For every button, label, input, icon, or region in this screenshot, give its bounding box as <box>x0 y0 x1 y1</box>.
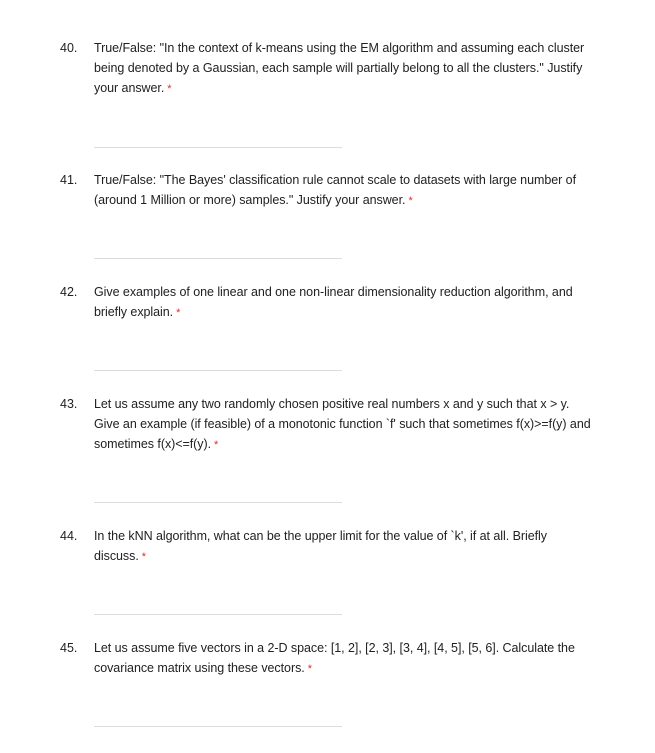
question-text: True/False: "In the context of k-means using the EM algorithm and assuming each cluster being denoted by a Gaussian, each sample will partially belong to all the clusters." Justify your answer. * <box>94 41 585 95</box>
required-asterisk: * <box>167 83 172 95</box>
answer-input[interactable] <box>94 346 342 371</box>
required-asterisk: * <box>141 551 146 563</box>
answer-input[interactable] <box>94 590 342 615</box>
answer-input[interactable] <box>94 234 342 259</box>
question-number: 43. <box>60 397 78 411</box>
answer-input[interactable] <box>94 702 342 727</box>
question-number: 44. <box>60 529 78 543</box>
required-asterisk: * <box>408 195 413 207</box>
question-number: 42. <box>60 285 78 299</box>
question-text: Let us assume any two randomly chosen positive real numbers x and y such that x > y. Give an example (if feasible) of a monotonic function `f' such that sometimes f(x)>=f(y) and sometimes f(x)<=f(y). * <box>94 397 591 451</box>
question-number: 41. <box>60 173 78 187</box>
question-number: 40. <box>60 41 78 55</box>
answer-input[interactable] <box>94 123 342 148</box>
answer-input[interactable] <box>94 478 342 503</box>
question-text: In the kNN algorithm, what can be the upper limit for the value of `k', if at all. Briefly discuss. * <box>94 529 547 563</box>
required-asterisk: * <box>176 307 181 319</box>
question-number: 45. <box>60 641 78 655</box>
required-asterisk: * <box>214 439 219 451</box>
question-text: Give examples of one linear and one non-linear dimensionality reduction algorithm, and briefly explain. * <box>94 285 573 319</box>
question-text: Let us assume five vectors in a 2-D space: [1, 2], [2, 3], [3, 4], [4, 5], [5, 6]. Calculate the covariance matrix using these vectors. * <box>94 641 575 675</box>
question-text: True/False: "The Bayes' classification rule cannot scale to datasets with large number of (around 1 Million or more) samples." Justify your answer. * <box>94 173 577 207</box>
required-asterisk: * <box>307 663 312 675</box>
